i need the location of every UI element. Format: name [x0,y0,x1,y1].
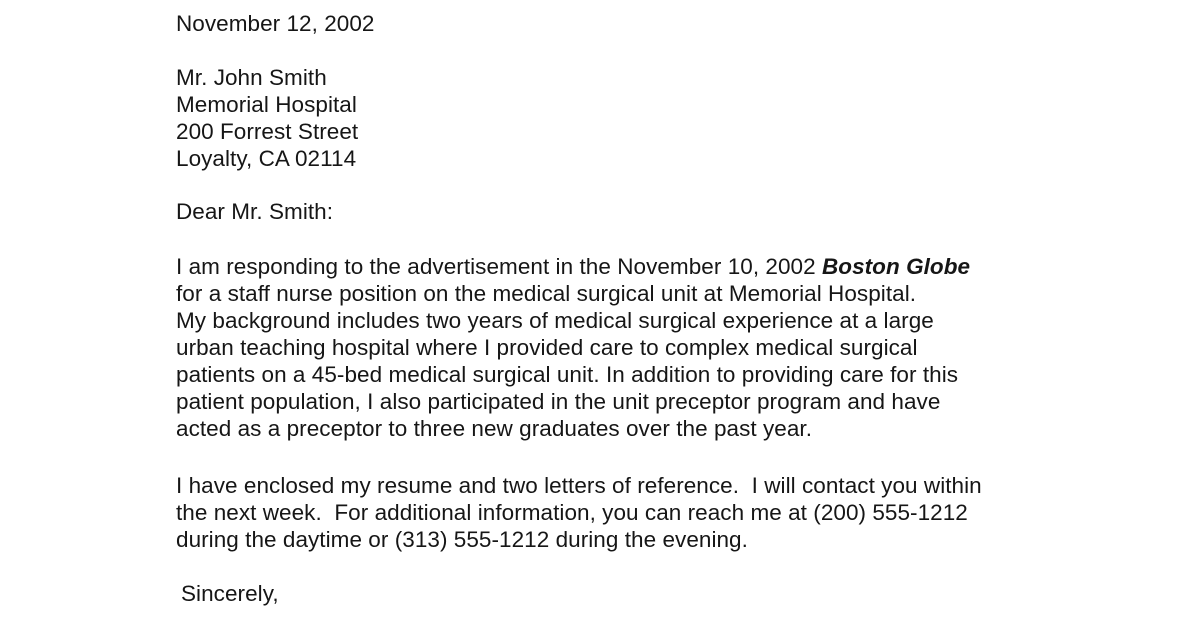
paragraph-2 [176,472,982,553]
paragraph-1-line-1 [176,253,970,280]
paragraph-1-line: patients on a 45-bed medical surgical unit. In addition to providing care for this [176,362,959,387]
recipient-city-line: Loyalty, CA 02114 [176,146,357,171]
newspaper-name: Boston Globe [821,254,971,279]
paragraph-1 [176,253,970,442]
recipient-organization: Memorial Hospital [176,92,357,117]
paragraph-1-line: acted as a preceptor to three new graduates over the past year. [176,416,813,441]
paragraph-2-line: the next week. For additional information, you can reach me at (200) 555-1212 [176,500,968,525]
recipient-street: 200 Forrest Street [176,119,359,144]
paragraph-2-line: during the daytime or (313) 555-1212 during the evening. [176,527,748,552]
paragraph-1-line-1-text: I am responding to the advertisement in the November 10, 2002 [176,254,822,279]
paragraph-2-line: I have enclosed my resume and two letters of reference. I will contact you within [176,473,982,498]
salutation: Dear Mr. Smith: [176,199,334,224]
recipient-name: Mr. John Smith [176,65,327,90]
recipient-address-block [176,64,358,172]
letter-date: November 12, 2002 [176,11,375,36]
closing: Sincerely, [181,581,279,606]
paragraph-1-line: urban teaching hospital where I provided care to complex medical surgical [176,335,918,360]
paragraph-1-line: patient population, I also participated in the unit preceptor program and have [176,389,941,414]
paragraph-1-line: My background includes two years of medical surgical experience at a large [176,308,934,333]
paragraph-1-line: for a staff nurse position on the medical surgical unit at Memorial Hospital. [176,281,917,306]
